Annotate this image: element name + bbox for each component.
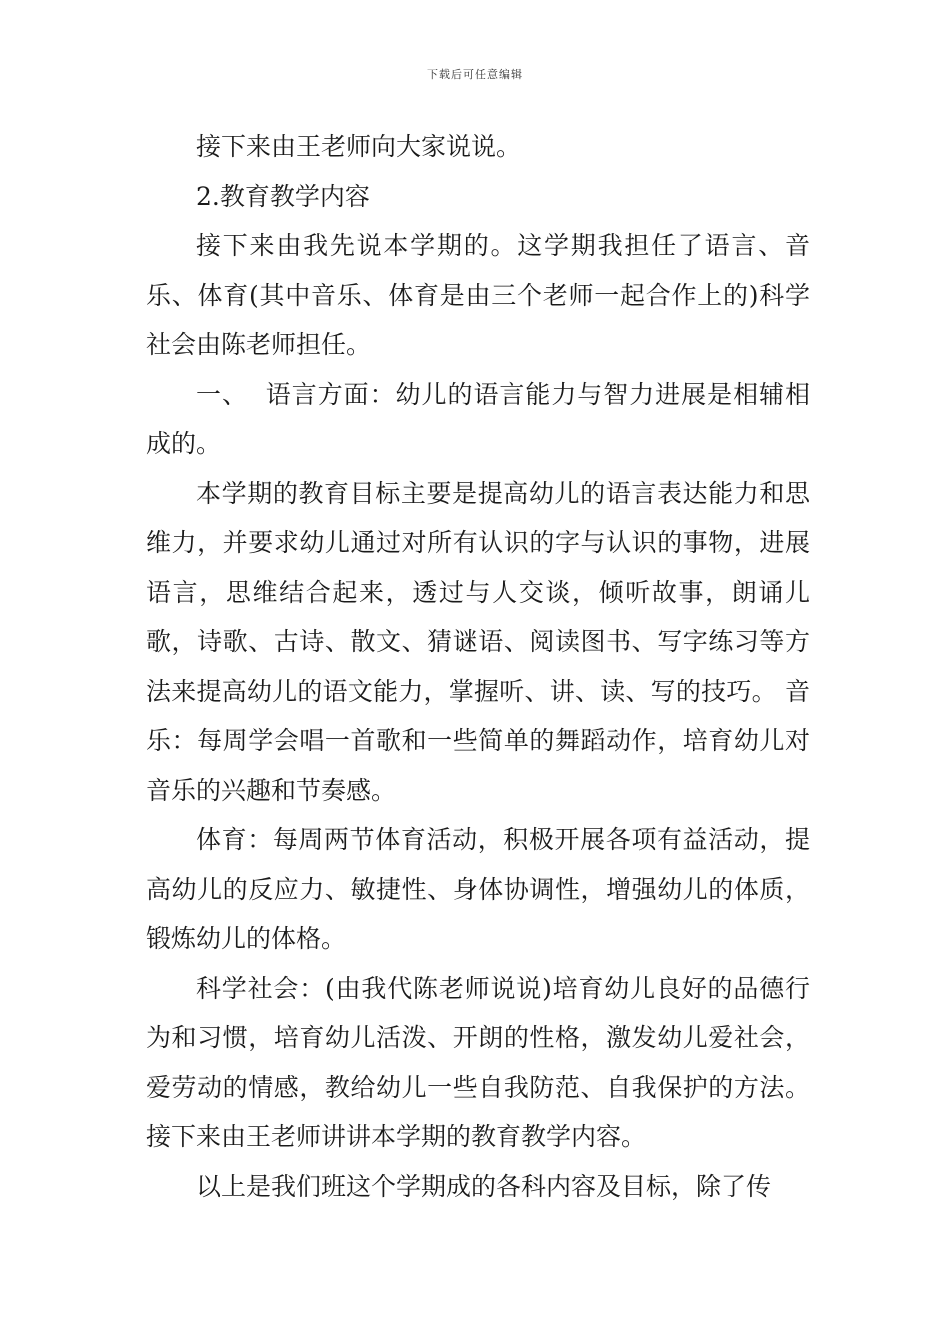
paragraph: 接下来由王老师向大家说说。 bbox=[196, 132, 522, 161]
paragraph: 接下来由我先说本学期的。这学期我担任了语言、音乐、体育(其中音乐、体育是由三个老师一起合作上的)科学社会由陈老师担任。 bbox=[146, 231, 810, 359]
section-heading: 2.教育教学内容 bbox=[196, 181, 370, 211]
paragraph: 体育：每周两节体育活动，积极开展各项有益活动，提高幼儿的反应力、敏捷性、身体协调性，增强幼儿的体质，锻炼幼儿的体格。 bbox=[146, 825, 810, 953]
paragraph: 科学社会：(由我代陈老师说说)培育幼儿良好的品德行为和习惯，培育幼儿活泼、开朗的性格，激发幼儿爱社会，爱劳动的情感，教给幼儿一些自我防范、自我保护的方法。接下来由王老师讲讲本学期的教育教学内容。 bbox=[146, 973, 810, 1151]
document-body bbox=[146, 122, 810, 1211]
paragraph: 本学期的教育目标主要是提高幼儿的语言表达能力和思维力，并要求幼儿通过对所有认识的字与认识的事物，进展语言，思维结合起来，透过与人交谈，倾听故事，朗诵儿歌，诗歌、古诗、散文、猜谜语、阅读图书、写字练习等方法来提高幼儿的语文能力，掌握听、讲、读、写的技巧。 音乐：每周学会唱一首歌和一些简单的舞蹈动作，培育幼儿对音乐的兴趣和节奏感。 bbox=[146, 478, 810, 805]
paragraph: 以上是我们班这个学期成的各科内容及目标，除了传 bbox=[196, 1171, 772, 1201]
header-note: 下载后可任意编辑 bbox=[427, 68, 523, 81]
subsection-heading: 一、 语言方面：幼儿的语言能力与智力进展是相辅相成的。 bbox=[146, 379, 810, 458]
